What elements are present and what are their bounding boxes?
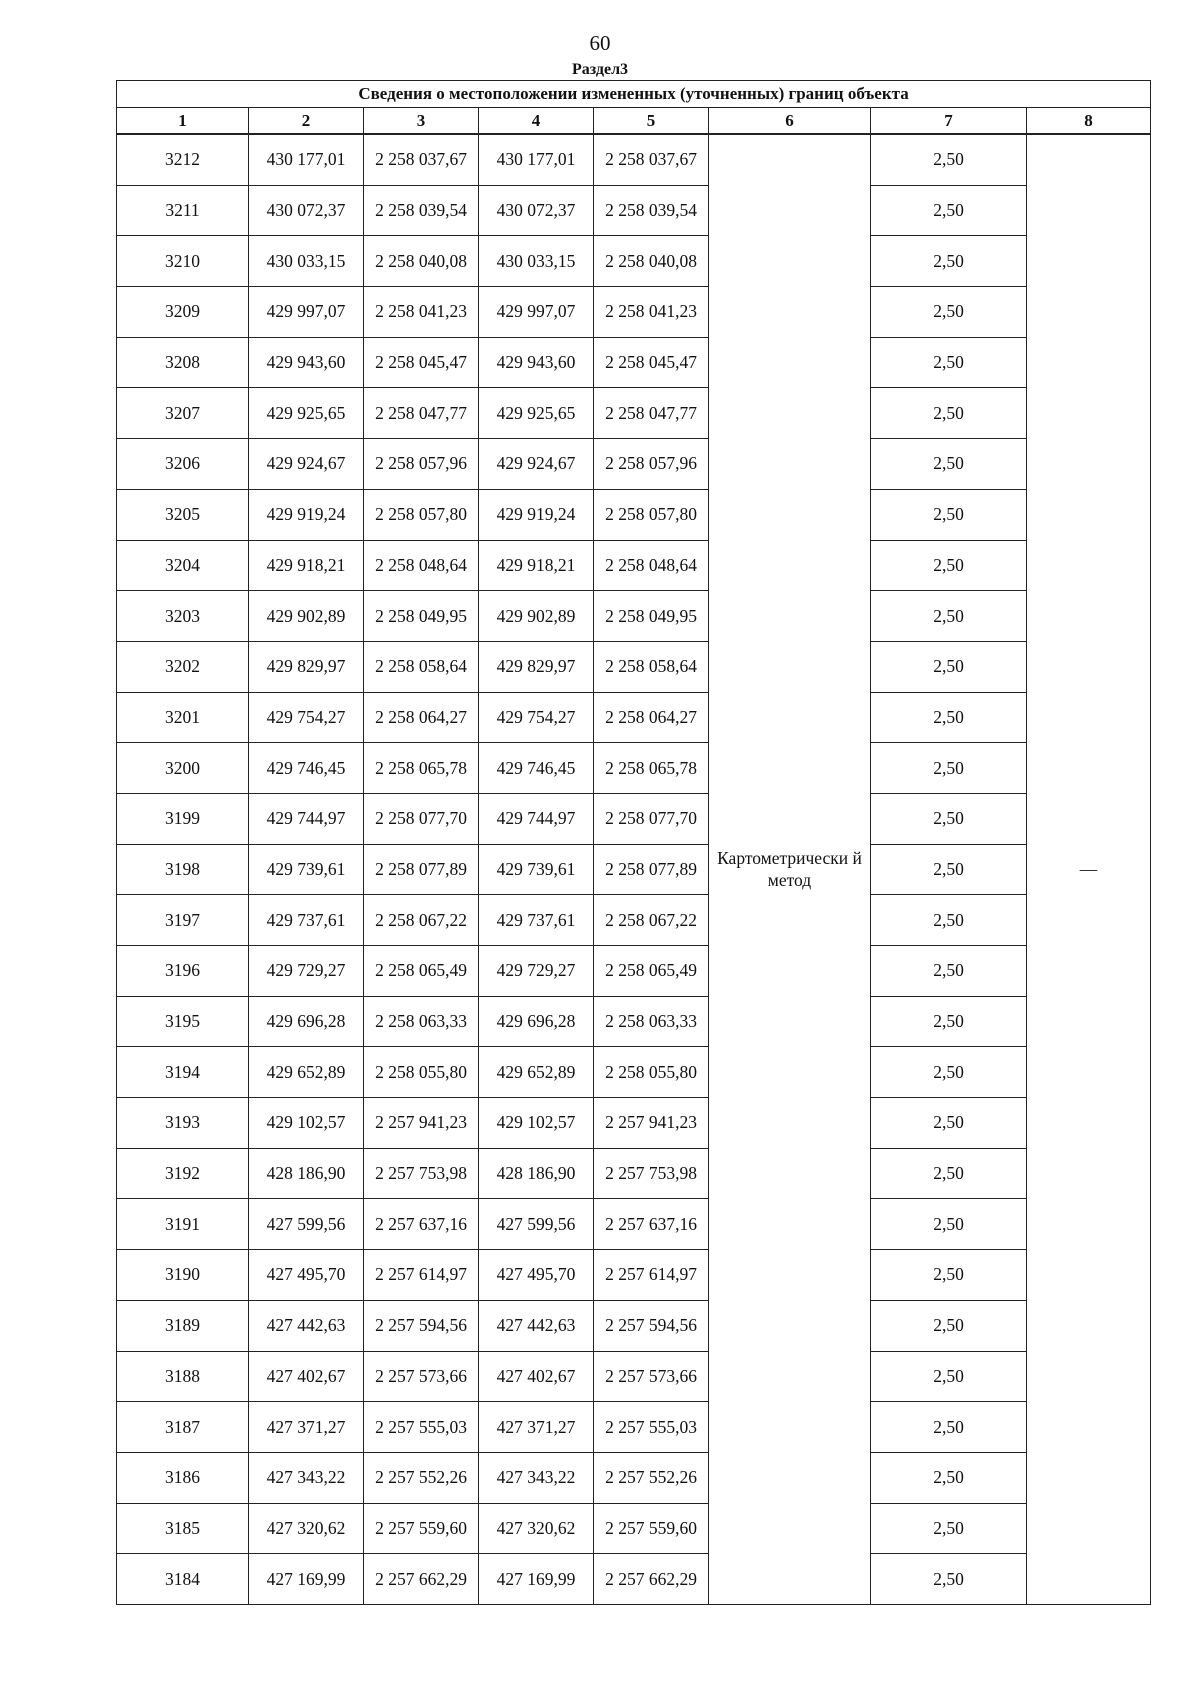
y-coord-cell: 2 257 614,97 <box>364 1250 479 1301</box>
y-coord-new-cell: 2 257 753,98 <box>594 1148 709 1199</box>
x-coord-cell: 429 739,61 <box>249 844 364 895</box>
table-row <box>117 946 1151 997</box>
point-number-cell: 3184 <box>117 1554 249 1605</box>
y-coord-new-cell: 2 258 077,89 <box>594 844 709 895</box>
y-coord-cell: 2 258 048,64 <box>364 540 479 591</box>
x-coord-new-cell: 429 746,45 <box>479 743 594 794</box>
point-number-cell: 3190 <box>117 1250 249 1301</box>
x-coord-cell: 427 442,63 <box>249 1300 364 1351</box>
x-coord-new-cell: 429 924,67 <box>479 439 594 490</box>
y-coord-new-cell: 2 258 045,47 <box>594 337 709 388</box>
table-row <box>117 1503 1151 1554</box>
table-row <box>117 1300 1151 1351</box>
y-coord-cell: 2 257 941,23 <box>364 1098 479 1149</box>
x-coord-cell: 429 902,89 <box>249 591 364 642</box>
x-coord-cell: 429 737,61 <box>249 895 364 946</box>
point-number-cell: 3212 <box>117 134 249 185</box>
x-coord-new-cell: 427 371,27 <box>479 1402 594 1453</box>
y-coord-cell: 2 258 040,08 <box>364 236 479 287</box>
table-row <box>117 185 1151 236</box>
y-coord-new-cell: 2 257 941,23 <box>594 1098 709 1149</box>
x-coord-cell: 427 320,62 <box>249 1503 364 1554</box>
column-header-8: 8 <box>1027 108 1151 135</box>
y-coord-cell: 2 258 067,22 <box>364 895 479 946</box>
y-coord-new-cell: 2 258 037,67 <box>594 134 709 185</box>
point-number-cell: 3205 <box>117 489 249 540</box>
precision-cell: 2,50 <box>871 1300 1027 1351</box>
point-number-cell: 3209 <box>117 287 249 338</box>
y-coord-cell: 2 257 555,03 <box>364 1402 479 1453</box>
table-row <box>117 591 1151 642</box>
x-coord-new-cell: 429 918,21 <box>479 540 594 591</box>
y-coord-cell: 2 257 594,56 <box>364 1300 479 1351</box>
table-row <box>117 540 1151 591</box>
point-number-cell: 3208 <box>117 337 249 388</box>
y-coord-new-cell: 2 257 555,03 <box>594 1402 709 1453</box>
precision-cell: 2,50 <box>871 439 1027 490</box>
point-number-cell: 3186 <box>117 1452 249 1503</box>
precision-cell: 2,50 <box>871 996 1027 1047</box>
precision-cell: 2,50 <box>871 844 1027 895</box>
point-number-cell: 3195 <box>117 996 249 1047</box>
y-coord-cell: 2 257 637,16 <box>364 1199 479 1250</box>
column-8-cell: — <box>1027 134 1151 1604</box>
table-row <box>117 1199 1151 1250</box>
x-coord-new-cell: 429 997,07 <box>479 287 594 338</box>
y-coord-cell: 2 258 045,47 <box>364 337 479 388</box>
point-number-cell: 3193 <box>117 1098 249 1149</box>
column-header-1: 1 <box>117 108 249 135</box>
x-coord-cell: 429 696,28 <box>249 996 364 1047</box>
x-coord-cell: 430 033,15 <box>249 236 364 287</box>
x-coord-cell: 428 186,90 <box>249 1148 364 1199</box>
x-coord-new-cell: 427 442,63 <box>479 1300 594 1351</box>
y-coord-new-cell: 2 258 058,64 <box>594 641 709 692</box>
y-coord-cell: 2 258 064,27 <box>364 692 479 743</box>
point-number-cell: 3201 <box>117 692 249 743</box>
table-row <box>117 337 1151 388</box>
y-coord-new-cell: 2 257 637,16 <box>594 1199 709 1250</box>
x-coord-new-cell: 427 402,67 <box>479 1351 594 1402</box>
column-header-6: 6 <box>709 108 871 135</box>
y-coord-new-cell: 2 258 040,08 <box>594 236 709 287</box>
x-coord-new-cell: 429 943,60 <box>479 337 594 388</box>
x-coord-new-cell: 429 102,57 <box>479 1098 594 1149</box>
x-coord-new-cell: 427 495,70 <box>479 1250 594 1301</box>
precision-cell: 2,50 <box>871 287 1027 338</box>
point-number-cell: 3187 <box>117 1402 249 1453</box>
x-coord-new-cell: 429 744,97 <box>479 793 594 844</box>
precision-cell: 2,50 <box>871 946 1027 997</box>
x-coord-cell: 429 102,57 <box>249 1098 364 1149</box>
y-coord-new-cell: 2 257 594,56 <box>594 1300 709 1351</box>
table-row <box>117 844 1151 895</box>
table-row <box>117 287 1151 338</box>
x-coord-new-cell: 428 186,90 <box>479 1148 594 1199</box>
x-coord-new-cell: 429 829,97 <box>479 641 594 692</box>
x-coord-new-cell: 429 902,89 <box>479 591 594 642</box>
point-number-cell: 3210 <box>117 236 249 287</box>
y-coord-cell: 2 258 047,77 <box>364 388 479 439</box>
table-row <box>117 134 1151 185</box>
x-coord-new-cell: 429 652,89 <box>479 1047 594 1098</box>
table-row <box>117 489 1151 540</box>
y-coord-cell: 2 258 077,89 <box>364 844 479 895</box>
precision-cell: 2,50 <box>871 540 1027 591</box>
x-coord-cell: 430 177,01 <box>249 134 364 185</box>
x-coord-cell: 427 371,27 <box>249 1402 364 1453</box>
y-coord-new-cell: 2 258 077,70 <box>594 793 709 844</box>
section-title: Раздел3 <box>571 61 629 78</box>
precision-cell: 2,50 <box>871 1503 1027 1554</box>
y-coord-new-cell: 2 258 048,64 <box>594 540 709 591</box>
y-coord-cell: 2 258 077,70 <box>364 793 479 844</box>
point-number-cell: 3192 <box>117 1148 249 1199</box>
y-coord-cell: 2 258 049,95 <box>364 591 479 642</box>
point-number-cell: 3197 <box>117 895 249 946</box>
x-coord-cell: 429 919,24 <box>249 489 364 540</box>
x-coord-new-cell: 427 599,56 <box>479 1199 594 1250</box>
x-coord-cell: 427 599,56 <box>249 1199 364 1250</box>
point-number-cell: 3203 <box>117 591 249 642</box>
point-number-cell: 3207 <box>117 388 249 439</box>
point-number-cell: 3188 <box>117 1351 249 1402</box>
y-coord-new-cell: 2 257 559,60 <box>594 1503 709 1554</box>
y-coord-cell: 2 258 065,49 <box>364 946 479 997</box>
table-row <box>117 1148 1151 1199</box>
point-number-cell: 3200 <box>117 743 249 794</box>
x-coord-new-cell: 430 033,15 <box>479 236 594 287</box>
table-row <box>117 1402 1151 1453</box>
table-row <box>117 641 1151 692</box>
y-coord-cell: 2 257 559,60 <box>364 1503 479 1554</box>
precision-cell: 2,50 <box>871 591 1027 642</box>
x-coord-new-cell: 430 177,01 <box>479 134 594 185</box>
precision-cell: 2,50 <box>871 1047 1027 1098</box>
y-coord-new-cell: 2 258 064,27 <box>594 692 709 743</box>
y-coord-new-cell: 2 258 049,95 <box>594 591 709 642</box>
table-row <box>117 388 1151 439</box>
column-header-5: 5 <box>594 108 709 135</box>
y-coord-new-cell: 2 257 573,66 <box>594 1351 709 1402</box>
x-coord-new-cell: 429 696,28 <box>479 996 594 1047</box>
x-coord-cell: 429 754,27 <box>249 692 364 743</box>
precision-cell: 2,50 <box>871 1098 1027 1149</box>
x-coord-cell: 429 744,97 <box>249 793 364 844</box>
column-header-7: 7 <box>871 108 1027 135</box>
x-coord-cell: 427 343,22 <box>249 1452 364 1503</box>
table-row <box>117 743 1151 794</box>
precision-cell: 2,50 <box>871 388 1027 439</box>
point-number-cell: 3199 <box>117 793 249 844</box>
precision-cell: 2,50 <box>871 1148 1027 1199</box>
point-number-cell: 3196 <box>117 946 249 997</box>
table-row <box>117 793 1151 844</box>
x-coord-new-cell: 429 739,61 <box>479 844 594 895</box>
method-cell: Картометрически й метод <box>709 134 871 1604</box>
y-coord-cell: 2 257 753,98 <box>364 1148 479 1199</box>
table-row <box>117 1351 1151 1402</box>
x-coord-cell: 429 925,65 <box>249 388 364 439</box>
x-coord-new-cell: 427 320,62 <box>479 1503 594 1554</box>
precision-cell: 2,50 <box>871 692 1027 743</box>
y-coord-cell: 2 258 057,80 <box>364 489 479 540</box>
x-coord-cell: 429 652,89 <box>249 1047 364 1098</box>
x-coord-cell: 429 746,45 <box>249 743 364 794</box>
x-coord-cell: 429 943,60 <box>249 337 364 388</box>
table-row <box>117 236 1151 287</box>
y-coord-new-cell: 2 257 614,97 <box>594 1250 709 1301</box>
table-row <box>117 1452 1151 1503</box>
x-coord-cell: 429 829,97 <box>249 641 364 692</box>
x-coord-cell: 429 918,21 <box>249 540 364 591</box>
column-header-2: 2 <box>249 108 364 135</box>
y-coord-new-cell: 2 258 063,33 <box>594 996 709 1047</box>
table-row <box>117 1098 1151 1149</box>
y-coord-new-cell: 2 258 047,77 <box>594 388 709 439</box>
page-number: 60 <box>589 31 611 55</box>
y-coord-new-cell: 2 257 662,29 <box>594 1554 709 1605</box>
point-number-cell: 3185 <box>117 1503 249 1554</box>
y-coord-cell: 2 258 041,23 <box>364 287 479 338</box>
x-coord-cell: 429 729,27 <box>249 946 364 997</box>
point-number-cell: 3191 <box>117 1199 249 1250</box>
x-coord-new-cell: 429 925,65 <box>479 388 594 439</box>
y-coord-new-cell: 2 258 057,80 <box>594 489 709 540</box>
precision-cell: 2,50 <box>871 236 1027 287</box>
precision-cell: 2,50 <box>871 1402 1027 1453</box>
x-coord-new-cell: 429 754,27 <box>479 692 594 743</box>
y-coord-new-cell: 2 258 039,54 <box>594 185 709 236</box>
point-number-cell: 3204 <box>117 540 249 591</box>
column-header-4: 4 <box>479 108 594 135</box>
precision-cell: 2,50 <box>871 489 1027 540</box>
boundary-coordinates-table <box>116 80 1151 1605</box>
table-row <box>117 1047 1151 1098</box>
table-row <box>117 895 1151 946</box>
precision-cell: 2,50 <box>871 895 1027 946</box>
x-coord-cell: 427 169,99 <box>249 1554 364 1605</box>
point-number-cell: 3202 <box>117 641 249 692</box>
precision-cell: 2,50 <box>871 641 1027 692</box>
precision-cell: 2,50 <box>871 185 1027 236</box>
column-number-row <box>117 108 1151 135</box>
y-coord-cell: 2 258 057,96 <box>364 439 479 490</box>
x-coord-cell: 427 495,70 <box>249 1250 364 1301</box>
x-coord-new-cell: 430 072,37 <box>479 185 594 236</box>
y-coord-new-cell: 2 258 055,80 <box>594 1047 709 1098</box>
point-number-cell: 3194 <box>117 1047 249 1098</box>
x-coord-new-cell: 429 919,24 <box>479 489 594 540</box>
table-row <box>117 996 1151 1047</box>
y-coord-new-cell: 2 258 065,49 <box>594 946 709 997</box>
y-coord-cell: 2 257 552,26 <box>364 1452 479 1503</box>
point-number-cell: 3211 <box>117 185 249 236</box>
y-coord-new-cell: 2 257 552,26 <box>594 1452 709 1503</box>
precision-cell: 2,50 <box>871 1452 1027 1503</box>
point-number-cell: 3206 <box>117 439 249 490</box>
column-header-3: 3 <box>364 108 479 135</box>
y-coord-new-cell: 2 258 057,96 <box>594 439 709 490</box>
precision-cell: 2,50 <box>871 793 1027 844</box>
table-row <box>117 1250 1151 1301</box>
precision-cell: 2,50 <box>871 1250 1027 1301</box>
precision-cell: 2,50 <box>871 337 1027 388</box>
y-coord-cell: 2 258 037,67 <box>364 134 479 185</box>
x-coord-cell: 429 924,67 <box>249 439 364 490</box>
precision-cell: 2,50 <box>871 1199 1027 1250</box>
precision-cell: 2,50 <box>871 1554 1027 1605</box>
point-number-cell: 3198 <box>117 844 249 895</box>
y-coord-cell: 2 258 063,33 <box>364 996 479 1047</box>
precision-cell: 2,50 <box>871 1351 1027 1402</box>
y-coord-new-cell: 2 258 041,23 <box>594 287 709 338</box>
table-row <box>117 439 1151 490</box>
y-coord-new-cell: 2 258 067,22 <box>594 895 709 946</box>
x-coord-new-cell: 427 169,99 <box>479 1554 594 1605</box>
y-coord-cell: 2 258 058,64 <box>364 641 479 692</box>
y-coord-cell: 2 258 065,78 <box>364 743 479 794</box>
y-coord-cell: 2 257 573,66 <box>364 1351 479 1402</box>
x-coord-cell: 429 997,07 <box>249 287 364 338</box>
x-coord-cell: 427 402,67 <box>249 1351 364 1402</box>
precision-cell: 2,50 <box>871 743 1027 794</box>
x-coord-new-cell: 427 343,22 <box>479 1452 594 1503</box>
x-coord-cell: 430 072,37 <box>249 185 364 236</box>
table-row <box>117 692 1151 743</box>
table-caption: Сведения о местоположении измененных (уточненных) границ объекта <box>117 81 1151 108</box>
y-coord-cell: 2 258 039,54 <box>364 185 479 236</box>
table-row <box>117 1554 1151 1605</box>
y-coord-cell: 2 257 662,29 <box>364 1554 479 1605</box>
y-coord-new-cell: 2 258 065,78 <box>594 743 709 794</box>
x-coord-new-cell: 429 737,61 <box>479 895 594 946</box>
precision-cell: 2,50 <box>871 134 1027 185</box>
x-coord-new-cell: 429 729,27 <box>479 946 594 997</box>
table-body <box>117 134 1151 1604</box>
y-coord-cell: 2 258 055,80 <box>364 1047 479 1098</box>
point-number-cell: 3189 <box>117 1300 249 1351</box>
